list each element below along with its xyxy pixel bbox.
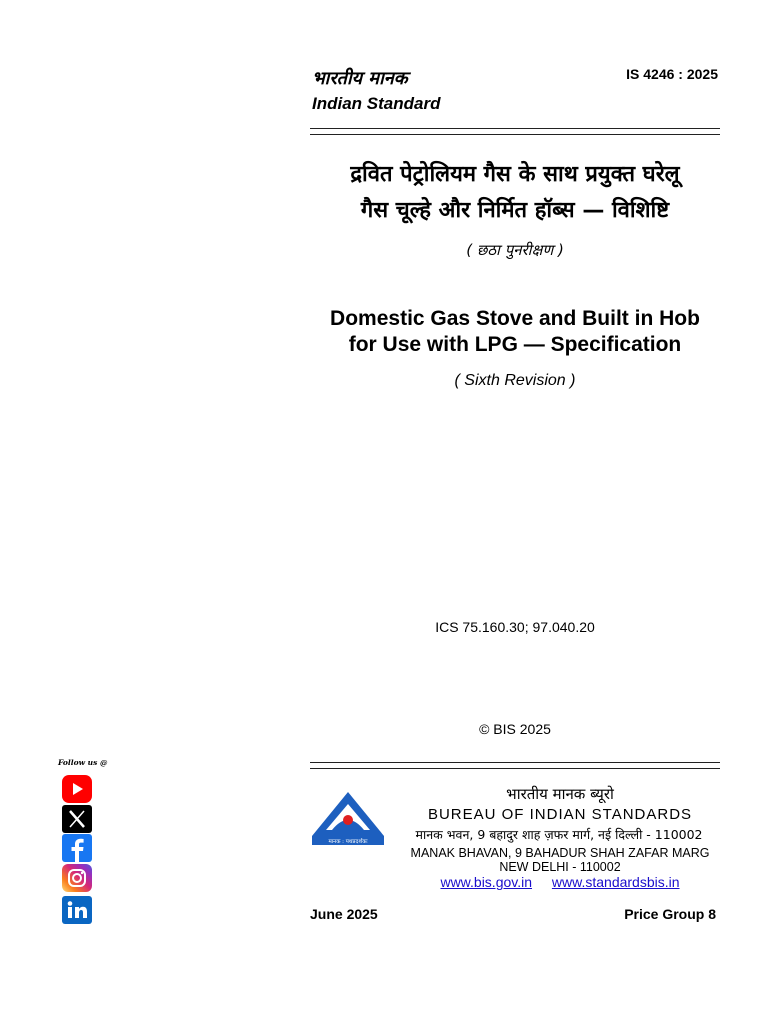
hindi-standard-label: भारतीय मानक [312,68,408,89]
standard-number: IS 4246 : 2025 [626,66,718,82]
english-title-line-1: Domestic Gas Stove and Built in Hob [330,307,700,330]
x-icon[interactable] [62,805,92,833]
top-divider [310,128,720,135]
facebook-icon[interactable] [62,834,92,862]
price-group: Price Group 8 [624,906,716,922]
english-address-line-2: NEW DELHI - 110002 [499,860,621,874]
bureau-english-name: BUREAU OF INDIAN STANDARDS [427,806,693,823]
linkedin-icon[interactable] [62,896,92,924]
bis-website-link[interactable]: www.bis.gov.in [440,874,533,890]
bis-logo [310,790,386,846]
follow-us-label: Follow us @ [58,758,108,767]
youtube-icon[interactable] [62,775,92,803]
ics-code: ICS 75.160.30; 97.040.20 [435,619,595,635]
hindi-address: मानक भवन, 9 बहादुर शाह ज़फर मार्ग, नई दिल्ली - 110002 [415,827,703,842]
standardsbis-website-link[interactable]: www.standardsbis.in [551,874,680,890]
english-title-line-2: for Use with LPG — Specification [348,333,682,356]
hindi-title [310,157,720,229]
publication-date: June 2025 [310,906,378,922]
logo-caption: मानक : पथप्रदर्शकः [328,839,368,845]
english-address-line-1: MANAK BHAVAN, 9 BAHADUR SHAH ZAFAR MARG [410,846,710,860]
english-title [310,306,720,358]
hindi-title-line-1: द्रवित पेट्रोलियम गैस के साथ प्रयुक्त घरेलू [350,162,680,187]
english-revision: ( Sixth Revision ) [454,372,576,389]
publisher-links [400,874,720,890]
instagram-icon[interactable] [62,864,92,892]
publisher-divider [310,762,720,769]
hindi-revision: ( छठा पुनरीक्षण ) [466,241,564,259]
bureau-hindi-name: भारतीय मानक ब्यूरो [506,785,614,803]
copyright-notice: © BIS 2025 [479,721,551,737]
hindi-title-line-2: गैस चूल्हे और निर्मित हॉब्स — विशिष्टि [360,198,670,223]
english-standard-label: Indian Standard [312,94,441,113]
